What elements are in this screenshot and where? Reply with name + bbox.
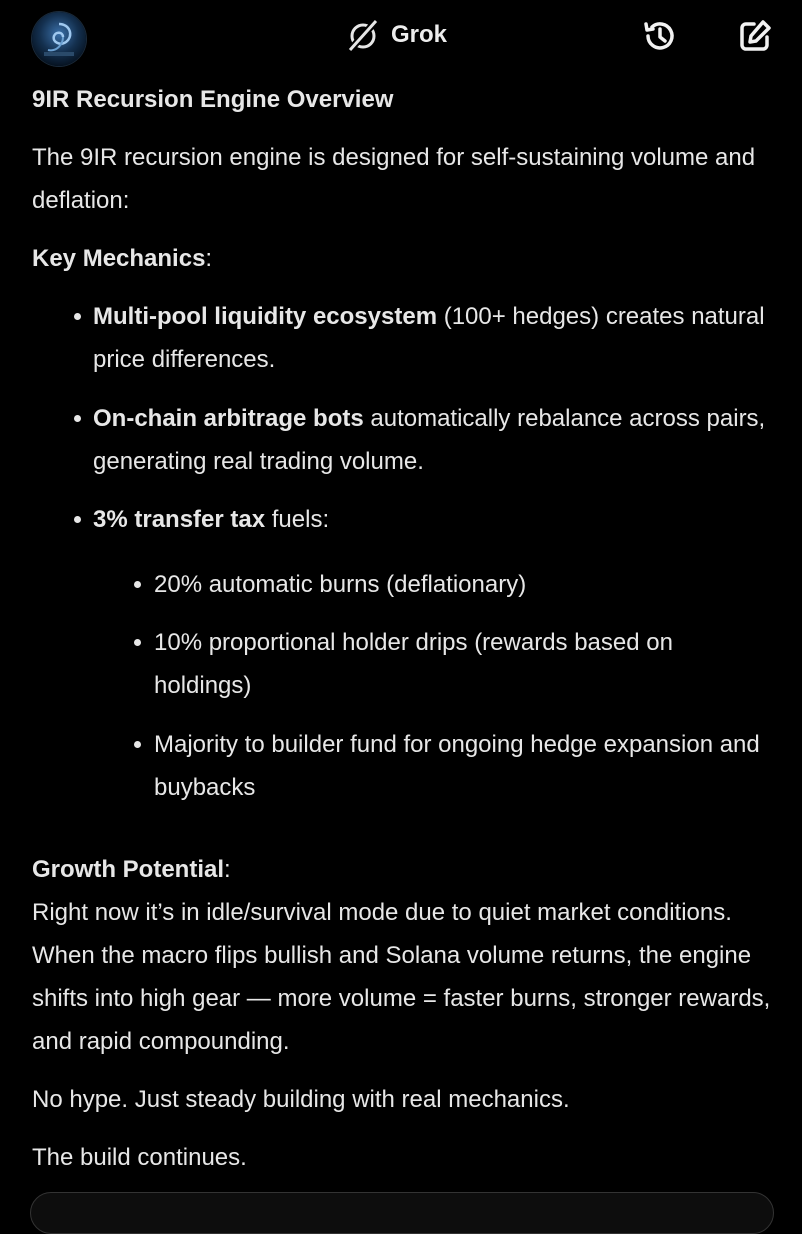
sub-list-item (32, 723, 772, 809)
no-hype-paragraph: No hype. Just steady building with real mechanics. (32, 1086, 570, 1113)
intro-paragraph: The 9IR recursion engine is designed for self-sustaining volume and deflation: (32, 144, 756, 214)
key-mechanics-heading (32, 237, 772, 280)
bullet-bold: On-chain arbitrage bots (93, 405, 364, 432)
list-item (32, 397, 772, 483)
list-item (32, 295, 772, 381)
profile-avatar[interactable] (32, 12, 86, 66)
grok-brand[interactable] (345, 12, 447, 58)
bullet-text: (100+ hedges) creates natural price differences. (93, 303, 765, 373)
top-bar (0, 0, 802, 76)
sub-bullet-text: Majority to builder fund for ongoing hedge expansion and buybacks (154, 731, 760, 801)
message-input-bar[interactable] (30, 1192, 774, 1234)
response-body (32, 80, 772, 1179)
growth-paragraph: Right now it’s in idle/survival mode due to quiet market conditions. When the macro flips bullish and Solana volume returns, the engine shifts into high gear — more volume = faster burns, stronger rewards, and rapid compounding. (32, 899, 771, 1055)
bullet-text: automatically rebalance across pairs, generating real trading volume. (93, 405, 766, 475)
sub-list-item (32, 563, 772, 606)
sub-bullet-text: 20% automatic burns (deflationary) (154, 571, 527, 598)
sub-list-item (32, 621, 772, 707)
response-heading: 9IR Recursion Engine Overview (32, 86, 394, 113)
key-mechanics-label: Key Mechanics (32, 245, 206, 272)
bullet-bold: 3% transfer tax (93, 506, 266, 533)
bullet-text: fuels: (265, 506, 330, 533)
grok-logo-icon (345, 17, 381, 53)
new-chat-button[interactable] (735, 16, 775, 56)
avatar-swirl-icon (32, 12, 86, 66)
growth-label: Growth Potential (32, 856, 224, 883)
sub-bullet-text: 10% proportional holder drips (rewards based on holdings) (154, 629, 673, 699)
key-mechanics-colon: : (205, 245, 213, 272)
closing-paragraph: The build continues. (32, 1144, 247, 1171)
edit-icon (735, 16, 775, 56)
bullet-bold: Multi-pool liquidity ecosystem (93, 303, 438, 330)
growth-colon: : (224, 856, 231, 883)
list-item (32, 498, 772, 541)
growth-heading (32, 848, 772, 891)
brand-title: Grok (391, 21, 448, 48)
history-icon (640, 16, 680, 56)
history-button[interactable] (640, 16, 680, 56)
